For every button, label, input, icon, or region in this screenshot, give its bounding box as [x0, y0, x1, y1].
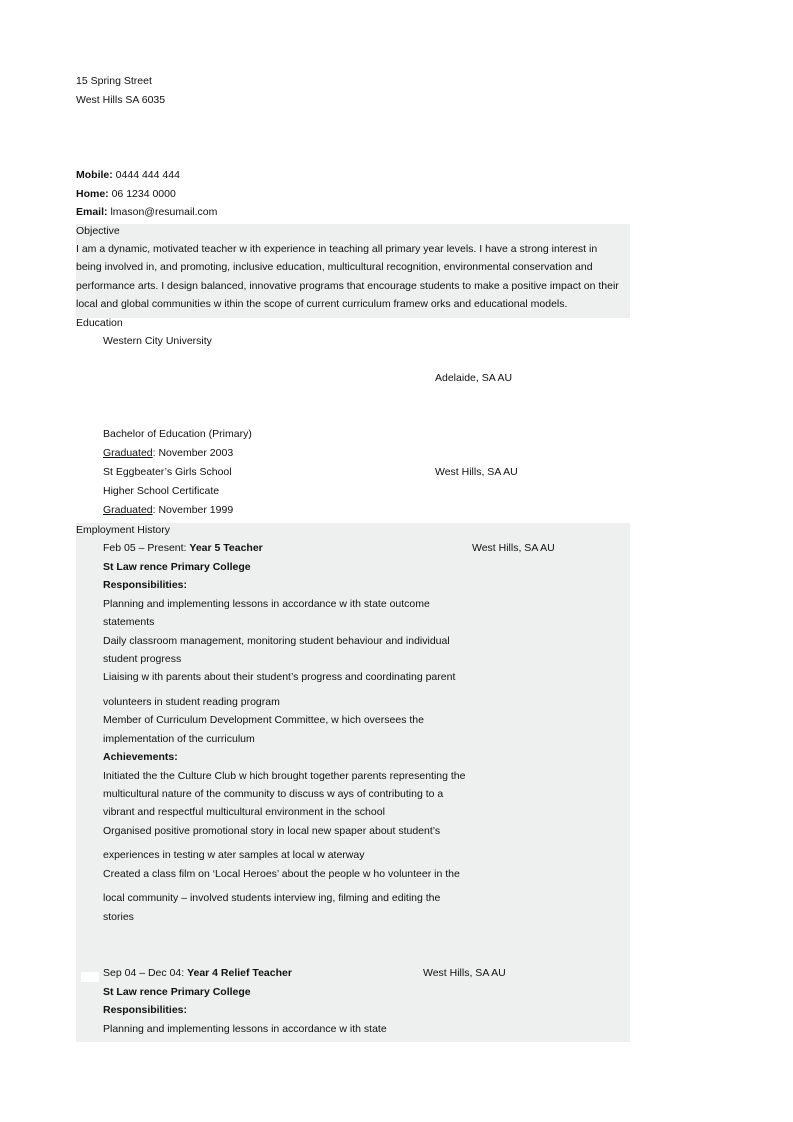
table-gap-mark	[81, 972, 99, 982]
job1-achievement: Created a class film on ‘Local Heroes’ about the people w ho volunteer in the	[103, 868, 460, 880]
job1-title: Year 5 Teacher	[189, 542, 263, 554]
job1-achievement: experiences in testing w ater samples at local w aterway	[103, 849, 365, 861]
contact-email	[76, 206, 217, 219]
home-label: Home:	[76, 188, 109, 200]
degree-graduated	[103, 447, 233, 460]
address-line-2: West Hills SA 6035	[76, 94, 166, 106]
job1-responsibility: Daily classroom management, monitoring student behaviour and individual	[103, 635, 450, 647]
job2-header	[103, 967, 292, 980]
job1-responsibilities-label: Responsibilities:	[103, 579, 188, 591]
job1-dates: Feb 05 – Present:	[103, 542, 190, 554]
job1-achievement: local community – involved students interview ing, filming and editing the	[103, 892, 441, 904]
job1-achievement: multicultural nature of the community to discuss w ays of contributing to a	[103, 788, 444, 800]
mobile-label: Mobile:	[76, 169, 113, 181]
graduated-label: Graduated	[103, 504, 153, 516]
job1-responsibility: student progress	[103, 653, 182, 665]
school-graduated	[103, 504, 233, 517]
email-address: lmason@resumail.com	[110, 206, 218, 218]
job1-responsibility: Planning and implementing lessons in accordance w ith state outcome	[103, 598, 430, 610]
employment-heading: Employment History	[76, 524, 170, 536]
job2-employer: St Law rence Primary College	[103, 986, 251, 998]
university-name: Western City University	[103, 335, 212, 347]
university-location: Adelaide, SA AU	[435, 372, 513, 384]
contact-home	[76, 188, 176, 201]
job1-location: West Hills, SA AU	[472, 542, 555, 554]
objective-line: being involved in, and promoting, inclusive education, multicultural recognition, environmental conservation and	[76, 261, 593, 273]
address-line-1: 15 Spring Street	[76, 75, 152, 87]
mobile-number: 0444 444 444	[115, 169, 180, 181]
education-heading: Education	[76, 317, 123, 329]
objective-line: performance arts. I design balanced, innovative programs that encourage students to make a positive impact on their	[76, 280, 619, 292]
certificate-name: Higher School Certificate	[103, 485, 220, 497]
contact-mobile	[76, 169, 180, 182]
objective-heading: Objective	[76, 225, 120, 237]
job1-responsibility: Liaising w ith parents about their student’s progress and coordinating parent	[103, 671, 456, 683]
job1-responsibility: implementation of the curriculum	[103, 733, 255, 745]
job2-location: West Hills, SA AU	[423, 967, 506, 979]
job1-employer: St Law rence Primary College	[103, 561, 251, 573]
degree-name: Bachelor of Education (Primary)	[103, 428, 252, 440]
job1-achievement: Initiated the the Culture Club w hich brought together parents representing the	[103, 770, 466, 782]
objective-line: I am a dynamic, motivated teacher w ith experience in teaching all primary year levels. I have a strong interest in	[76, 243, 598, 255]
graduated-label: Graduated	[103, 447, 153, 459]
job1-responsibility: Member of Curriculum Development Committee, w hich oversees the	[103, 714, 424, 726]
job1-achievement: vibrant and respectful multicultural environment in the school	[103, 806, 385, 818]
graduated-date: : November 1999	[152, 504, 234, 516]
job2-responsibility: Planning and implementing lessons in accordance w ith state	[103, 1023, 387, 1035]
job1-achievement: Organised positive promotional story in local new spaper about student’s	[103, 825, 441, 837]
job2-dates: Sep 04 – Dec 04:	[103, 967, 188, 979]
email-label: Email:	[76, 206, 108, 218]
job1-responsibility: volunteers in student reading program	[103, 696, 280, 708]
school-name: St Eggbeater’s Girls School	[103, 466, 232, 478]
graduated-date: : November 2003	[152, 447, 234, 459]
home-number: 06 1234 0000	[111, 188, 176, 200]
job1-responsibility: statements	[103, 616, 155, 628]
objective-line: local and global communities w ithin the scope of current curriculum framew orks and educational models.	[76, 298, 568, 310]
school-location: West Hills, SA AU	[435, 466, 518, 478]
job1-achievement: stories	[103, 911, 134, 923]
job2-title: Year 4 Relief Teacher	[187, 967, 292, 979]
job2-responsibilities-label: Responsibilities:	[103, 1004, 188, 1016]
job1-header	[103, 542, 263, 555]
job1-achievements-label: Achievements:	[103, 751, 178, 763]
